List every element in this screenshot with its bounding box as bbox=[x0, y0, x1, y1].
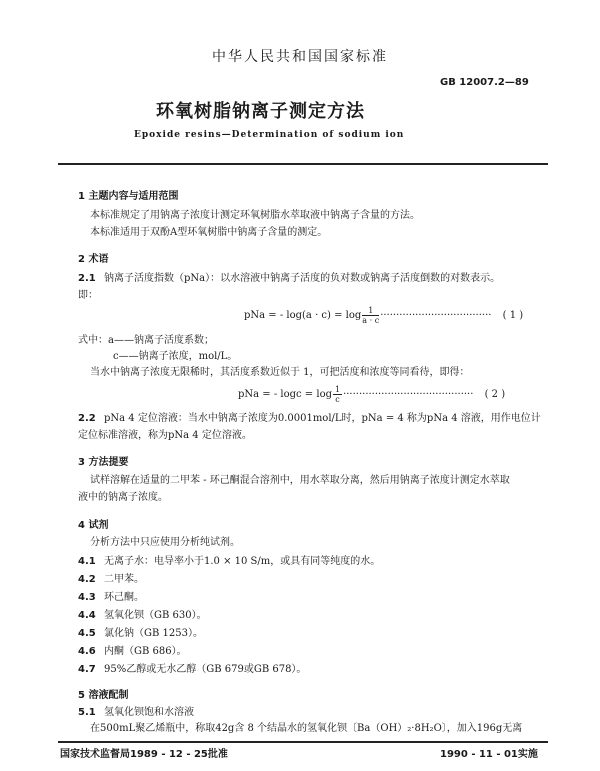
reagent-number: 4.4 bbox=[78, 610, 96, 621]
clause-2-1-number: 2.1 bbox=[78, 273, 96, 284]
reagent-text: 无离子水：电导率小于1.0 × 10 S/m，或具有同等纯度的水。 bbox=[104, 556, 381, 567]
equation-2 bbox=[238, 385, 505, 404]
section-3-paragraph-line-2: 液中的钠离子浓度。 bbox=[78, 492, 168, 503]
clause-2-2-continuation: 定位标准溶液，称为pNa 4 定位溶液。 bbox=[78, 430, 252, 441]
reagent-number: 4.7 bbox=[78, 664, 96, 675]
equation-2-lhs: pNa = - logc = log bbox=[238, 389, 332, 400]
equation-2-label: ( 2 ) bbox=[484, 389, 506, 400]
reagent-text: 内酮（GB 686）。 bbox=[104, 646, 187, 657]
section-1-paragraph-2: 本标准适用于双酚A型环氧树脂中钠离子含量的测定。 bbox=[90, 227, 328, 238]
approval-date: 国家技术监督局1989 - 12 - 25批准 bbox=[60, 749, 228, 760]
equation-1-fraction bbox=[362, 306, 379, 325]
document-subtitle: Epoxide resins—Determination of sodium ion bbox=[134, 130, 405, 140]
equation-1-lhs: pNa = - log(a · c) = log bbox=[244, 310, 362, 321]
section-1-paragraph-1: 本标准规定了用钠离子浓度计测定环氧树脂水萃取液中钠离子含量的方法。 bbox=[90, 210, 420, 221]
clause-5-1-text: 在500mL聚乙烯瓶中，称取42g含 8 个结晶水的氢氧化钡〔Ba（OH）₂·8H₂O〕，加入196g无离 bbox=[90, 723, 523, 734]
reagent-number: 4.5 bbox=[78, 628, 96, 639]
clause-5-1-title: 氢氧化钡饱和水溶液 bbox=[104, 707, 194, 718]
equation-2-numerator: 1 bbox=[334, 385, 341, 394]
clause-2-1-text: 钠离子活度指数（pNa）：以水溶液中钠离子活度的负对数或钠离子活度倒数的对数表示。 bbox=[104, 273, 501, 284]
approximation-note: 当水中钠离子浓度无限稀时，其活度系数近似于 1，可把活度和浓度等同看待，即得： bbox=[90, 367, 470, 378]
section-3-heading: 3 方法提要 bbox=[78, 457, 129, 468]
reagent-number: 4.6 bbox=[78, 646, 96, 657]
section-3-paragraph-line-1: 试样溶解在适量的二甲苯 - 环己酮混合溶剂中，用水萃取分离，然后用钠离子浓度计测定水萃取 bbox=[90, 475, 510, 486]
section-4-heading: 4 试剂 bbox=[78, 520, 109, 531]
section-4-intro: 分析方法中只应使用分析纯试剂。 bbox=[90, 537, 240, 548]
implementation-date: 1990 - 11 - 01实施 bbox=[440, 749, 538, 760]
clause-2-2-number: 2.2 bbox=[78, 413, 96, 424]
equation-1 bbox=[244, 306, 523, 325]
reagent-text: 环己酮。 bbox=[104, 592, 144, 603]
clause-5-1-number: 5.1 bbox=[78, 707, 96, 718]
equation-1-denominator: a · c bbox=[362, 316, 380, 325]
reagent-text: 氢氧化钡（GB 630）。 bbox=[104, 610, 207, 621]
standard-code: GB 12007.2—89 bbox=[440, 77, 529, 88]
equation-2-denominator: c bbox=[335, 395, 340, 404]
section-1-heading: 1 主题内容与适用范围 bbox=[78, 191, 179, 202]
footer-rule bbox=[58, 741, 548, 743]
where-clause-a: 式中：a——钠离子活度系数； bbox=[78, 335, 214, 346]
reagent-number: 4.3 bbox=[78, 592, 96, 603]
header-rule bbox=[58, 163, 548, 165]
where-clause-c: c——钠离子浓度，mol/L。 bbox=[113, 351, 238, 362]
document-title: 环氧树脂钠离子测定方法 bbox=[156, 101, 365, 122]
reagent-text: 氯化钠（GB 1253）。 bbox=[104, 628, 203, 639]
section-5-heading: 5 溶液配制 bbox=[78, 690, 129, 701]
clause-2-1-continuation: 即： bbox=[78, 290, 98, 301]
equation-1-dots: ··································· bbox=[380, 310, 492, 321]
section-2-heading: 2 术语 bbox=[78, 254, 109, 265]
equation-1-label: ( 1 ) bbox=[502, 310, 524, 321]
reagent-number: 4.2 bbox=[78, 574, 96, 585]
clause-2-2-text: pNa 4 定位溶液：当水中钠离子浓度为0.0001mol/L时，pNa = 4 称为pNa 4 溶液，用作电位计 bbox=[104, 413, 541, 424]
equation-1-numerator: 1 bbox=[362, 306, 379, 316]
equation-2-dots: ········································· bbox=[343, 389, 474, 400]
reagent-number: 4.1 bbox=[78, 556, 96, 567]
equation-2-fraction bbox=[333, 385, 342, 404]
reagent-text: 二甲苯。 bbox=[104, 574, 144, 585]
reagent-text: 95%乙醇或无水乙醇（GB 679或GB 678）。 bbox=[104, 664, 307, 675]
national-standard-heading: 中华人民共和国国家标准 bbox=[212, 49, 388, 65]
